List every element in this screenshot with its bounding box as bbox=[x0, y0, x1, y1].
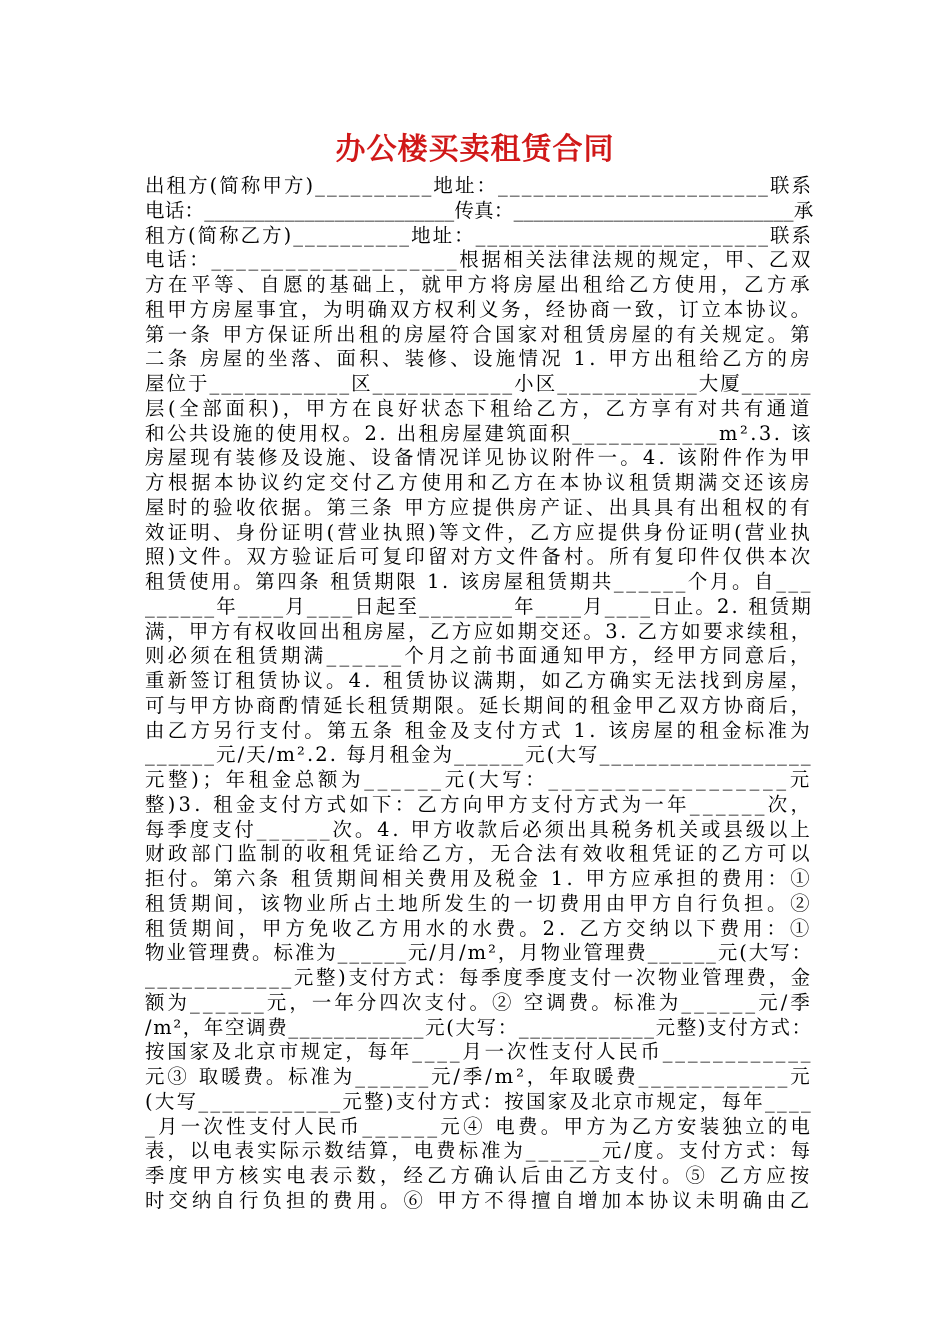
body-line: 照)文件。双方验证后可复印留对方文件备村。所有复印件仅供本次 bbox=[145, 545, 814, 569]
body-line: 额为______元，一年分四次支付。② 空调费。标准为______元/季 bbox=[145, 990, 813, 1014]
body-line: 重新签订租赁协议。4. 租赁协议满期，如乙方确实无法找到房屋， bbox=[145, 669, 814, 692]
body-line: ______年____月____日起至________年____月____日止。2. 租赁期 bbox=[145, 594, 813, 618]
body-line: 满，甲方有权收回出租房屋，乙方应如期交还。3. 乙方如要求续租， bbox=[145, 619, 813, 643]
body-line: 表，以电表实际示数结算，电费标准为______元/度。支付方式：每 bbox=[145, 1139, 814, 1163]
body-line: ______元/天/m².2. 每月租金为______元(大写__________________ bbox=[145, 743, 813, 767]
body-line: 季度甲方核实电表示数，经乙方确认后由乙方支付。⑤ 乙方应按 bbox=[145, 1164, 814, 1187]
body-line: 房屋现有装修及设施、设备情况详见协议附件一。4. 该附件作为甲 bbox=[145, 446, 814, 470]
body-line: 按国家及北京市规定，每年____月一次性支付人民币____________ bbox=[145, 1040, 814, 1064]
body-line: 拒付。第六条 租赁期间相关费用及税金 1. 甲方应承担的费用：① bbox=[145, 867, 814, 890]
body-line: 由乙方另行支付。第五条 租金及支付方式 1. 该房屋的租金标准为 bbox=[145, 718, 814, 742]
body-line: 整)3. 租金支付方式如下：乙方向甲方支付方式为一年______次， bbox=[145, 792, 814, 816]
body-line: 每季度支付______次。4. 甲方收款后必须出具税务机关或县级以上 bbox=[145, 817, 813, 841]
body-line: 元整)；年租金总额为______元(大写：__________________元 bbox=[145, 768, 813, 791]
body-line: 物业管理费。标准为______元/月/m²，月物业管理费______元(大写： bbox=[145, 941, 814, 965]
document-body bbox=[145, 174, 813, 1214]
body-line: (大写____________元整)支付方式：按国家及北京市规定，每年____ bbox=[145, 1089, 813, 1113]
body-line: 租赁使用。第四条 租赁期限 1. 该房屋租赁期共______个月。自___ bbox=[145, 570, 814, 593]
body-line: 和公共设施的使用权。2. 出租房屋建筑面积____________m².3. 该 bbox=[145, 421, 814, 445]
body-line: /m²，年空调费____________元(大写：____________元整)支付方式： bbox=[145, 1015, 813, 1039]
document-title: 办公楼买卖租赁合同 bbox=[335, 132, 615, 167]
body-line: 租赁期间，甲方免收乙方用水的水费。2. 乙方交纳以下费用：① bbox=[145, 916, 814, 940]
body-line: 时交纳自行负担的费用。⑥ 甲方不得擅自增加本协议未明确由乙 bbox=[145, 1188, 814, 1212]
body-line: 可与甲方协商酌情延长租赁期限。延长期间的租金甲乙双方协商后， bbox=[145, 693, 813, 717]
body-line: 第一条 甲方保证所出租的房屋符合国家对租赁房屋的有关规定。第 bbox=[145, 322, 813, 346]
body-line: 元③ 取暖费。标准为______元/季/m²，年取暖费____________元 bbox=[145, 1065, 813, 1088]
body-line: _月一次性支付人民币______元④ 电费。甲方为乙方安装独立的电 bbox=[145, 1114, 814, 1138]
body-line: 效证明、身份证明(营业执照)等文件，乙方应提供身份证明(营业执 bbox=[145, 520, 814, 544]
body-line: ____________元整)支付方式：每季度季度支付一次物业管理费，金 bbox=[145, 966, 813, 989]
body-line: 租方(简称乙方)__________地址：_________________________联系 bbox=[145, 223, 814, 247]
body-line: 则必须在租赁期满______个月之前书面通知甲方，经甲方同意后， bbox=[145, 644, 813, 668]
body-line: 财政部门监制的收租凭证给乙方，无合法有效收租凭证的乙方可以 bbox=[145, 842, 814, 866]
body-line: 二条 房屋的坐落、面积、装修、设施情况 1. 甲方出租给乙方的房 bbox=[145, 347, 814, 371]
body-line: 方根据本协议约定交付乙方使用和乙方在本协议租赁期满交还该房 bbox=[145, 471, 814, 494]
body-line: 电话：____________________根据相关法律法规的规定，甲、乙双 bbox=[145, 248, 814, 272]
body-line: 屋时的验收依据。第三条 甲方应提供房产证、出具具有出租权的有 bbox=[145, 495, 813, 519]
body-line: 电话：_________________________传真：____________________________承 bbox=[145, 198, 814, 222]
body-line: 屋位于____________区____________小区____________大厦______ bbox=[145, 372, 813, 395]
body-line: 方在平等、自愿的基础上，就甲方将房屋出租给乙方使用，乙方承 bbox=[145, 273, 814, 296]
body-line: 层(全部面积)，甲方在良好状态下租给乙方，乙方享有对共有通道 bbox=[145, 396, 813, 420]
body-line: 出租方(简称甲方)__________地址：_______________________联系 bbox=[145, 174, 814, 197]
body-line: 租赁期间，该物业所占土地所发生的一切费用由甲方自行负担。② bbox=[145, 891, 814, 915]
body-line: 租甲方房屋事宜，为明确双方权利义务，经协商一致，订立本协议。 bbox=[145, 297, 813, 321]
